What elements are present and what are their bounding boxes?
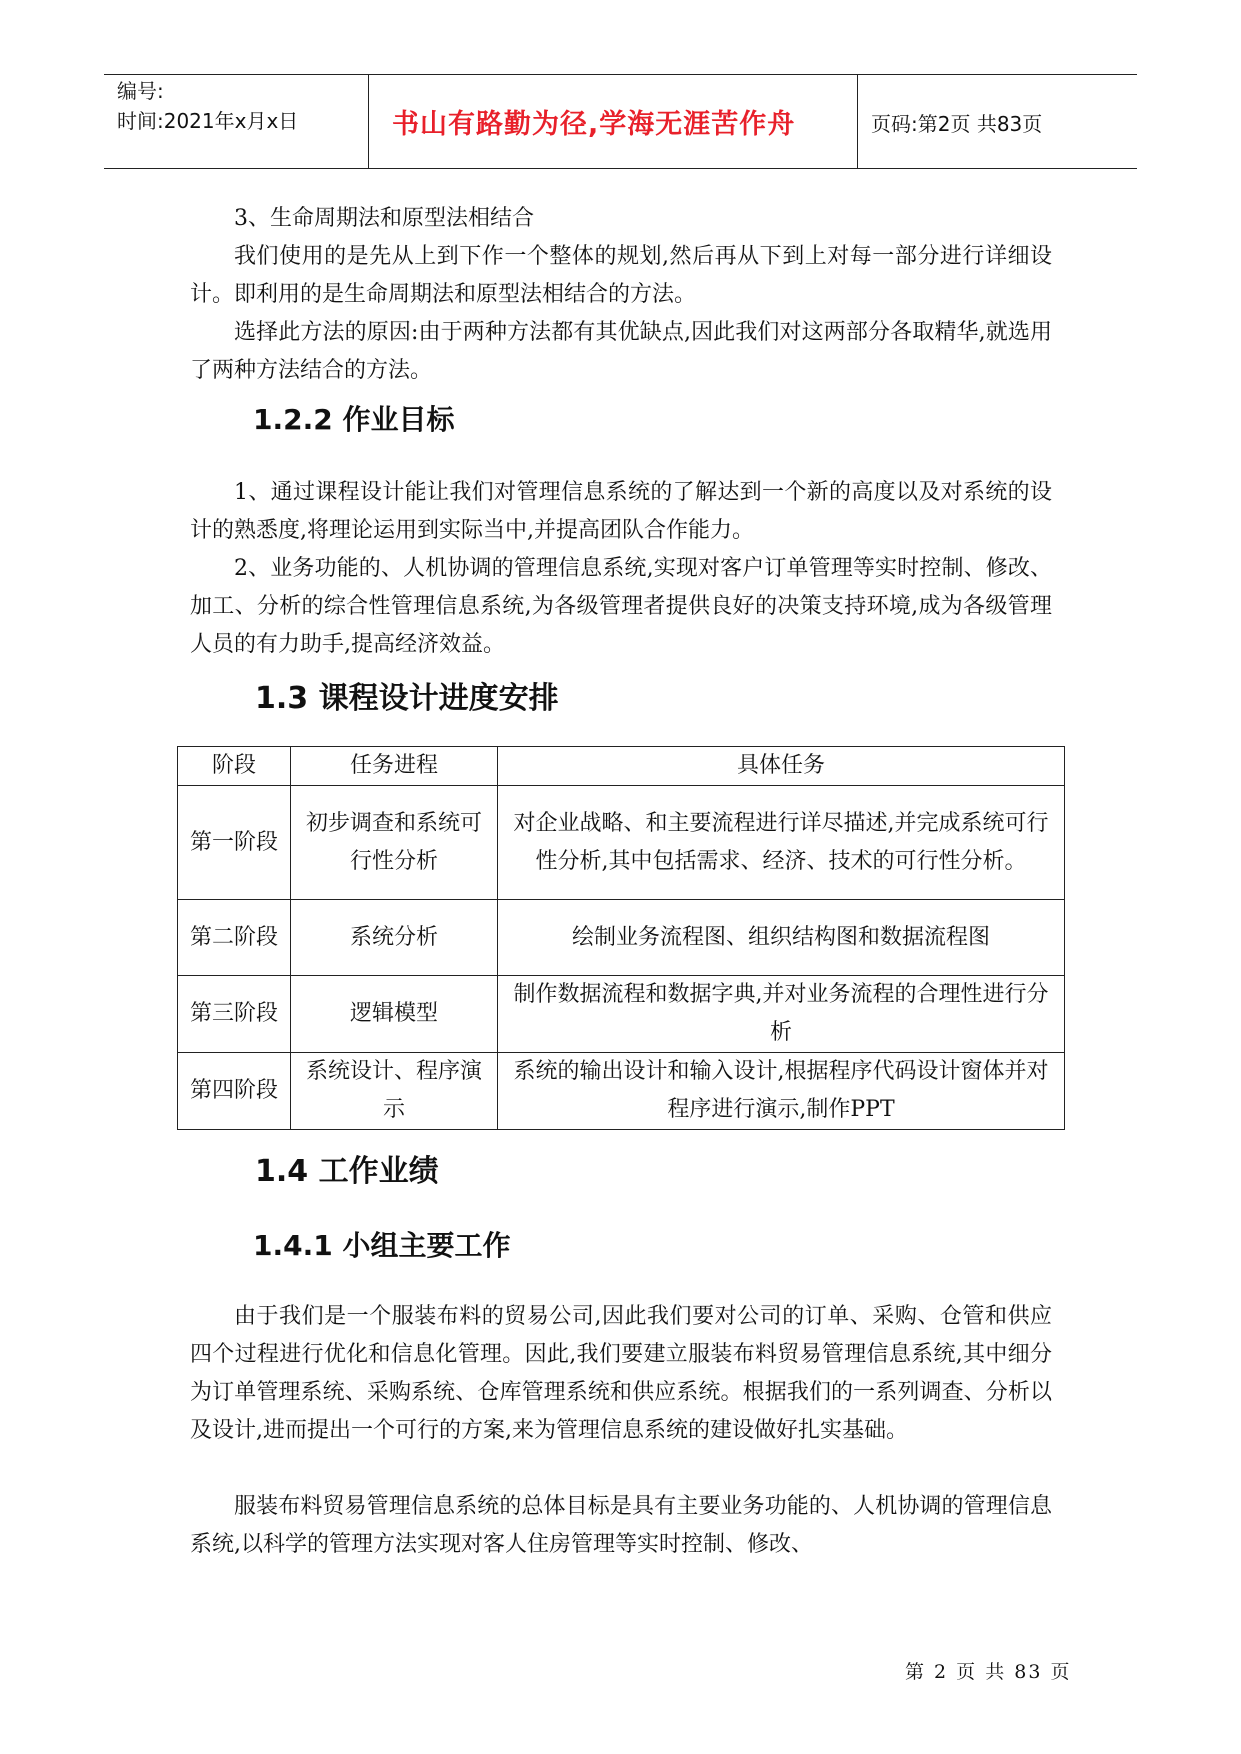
paragraph-method-reason: 选择此方法的原因:由于两种方法都有其优缺点,因此我们对这两部分各取精华,就选用了两种方法结合的方法。 <box>190 320 1052 383</box>
heading-1-2-2: 1.2.2 作业目标 <box>253 403 455 436</box>
heading-1-3: 1.3 课程设计进度安排 <box>255 681 559 716</box>
paragraph-goal-1: 1、通过课程设计能让我们对管理信息系统的了解达到一个新的高度以及对系统的设计的熟悉度,将理论运用到实际当中,并提高团队合作能力。 <box>190 480 1052 543</box>
table-cell-stage: 第一阶段 <box>178 786 291 900</box>
paragraph-method-description: 我们使用的是先从上到下作一个整体的规划,然后再从下到上对每一部分进行详细设计。即利用的是生命周期法和原型法相结合的方法。 <box>190 244 1052 307</box>
page-footer: 第 2 页 共 83 页 <box>905 1661 1072 1683</box>
paragraph-method-title: 3、生命周期法和原型法相结合 <box>234 206 534 231</box>
table-cell-process: 系统分析 <box>291 900 498 976</box>
header-top-rule <box>104 74 1137 75</box>
table-cell-process: 系统设计、程序演示 <box>291 1053 498 1130</box>
table-header-row <box>178 747 1065 786</box>
table-cell-task: 制作数据流程和数据字典,并对业务流程的合理性进行分析 <box>498 976 1065 1053</box>
table-cell-stage: 第四阶段 <box>178 1053 291 1130</box>
table-cell-task: 对企业战略、和主要流程进行详尽描述,并完成系统可行性分析,其中包括需求、经济、技术的可行性分析。 <box>498 786 1065 900</box>
header-page-info: 页码:第2页 共83页 <box>871 112 1043 136</box>
paragraph-work-goal: 服装布料贸易管理信息系统的总体目标是具有主要业务功能的、人机协调的管理信息系统,以科学的管理方法实现对客人住房管理等实时控制、修改、 <box>190 1494 1052 1557</box>
header-time-label: 时间:2021年x月x日 <box>117 109 299 133</box>
table-cell-process: 逻辑模型 <box>291 976 498 1053</box>
table-cell-process: 初步调查和系统可行性分析 <box>291 786 498 900</box>
header-divider-left <box>368 74 369 168</box>
header-divider-right <box>857 74 858 168</box>
table-cell-task: 系统的输出设计和输入设计,根据程序代码设计窗体并对程序进行演示,制作PPT <box>498 1053 1065 1130</box>
table-cell-stage: 第二阶段 <box>178 900 291 976</box>
heading-1-4-1: 1.4.1 小组主要工作 <box>253 1229 511 1262</box>
table-row <box>178 786 1065 900</box>
header-bottom-rule <box>104 168 1137 169</box>
header-number-label: 编号: <box>117 79 164 103</box>
table-row <box>178 900 1065 976</box>
heading-1-4: 1.4 工作业绩 <box>255 1154 439 1189</box>
schedule-table <box>177 746 1065 1130</box>
table-header-cell: 任务进程 <box>291 747 498 786</box>
paragraph-work-overview: 由于我们是一个服装布料的贸易公司,因此我们要对公司的订单、采购、仓管和供应四个过程进行优化和信息化管理。因此,我们要建立服装布料贸易管理信息系统,其中细分为订单管理系统、采购系统、仓库管理系统和供应系统。根据我们的一系列调查、分析以及设计,进而提出一个可行的方案,来为管理信息系统的建设做好扎实基础。 <box>190 1304 1052 1443</box>
table-header-cell: 具体任务 <box>498 747 1065 786</box>
table-cell-stage: 第三阶段 <box>178 976 291 1053</box>
paragraph-goal-2: 2、业务功能的、人机协调的管理信息系统,实现对客户订单管理等实时控制、修改、加工、分析的综合性管理信息系统,为各级管理者提供良好的决策支持环境,成为各级管理人员的有力助手,提高经济效益。 <box>190 556 1052 657</box>
table-row <box>178 1053 1065 1130</box>
header-motto: 书山有路勤为径,学海无涯苦作舟 <box>392 109 796 140</box>
table-header-cell: 阶段 <box>178 747 291 786</box>
table-cell-task: 绘制业务流程图、组织结构图和数据流程图 <box>498 900 1065 976</box>
table-row <box>178 976 1065 1053</box>
